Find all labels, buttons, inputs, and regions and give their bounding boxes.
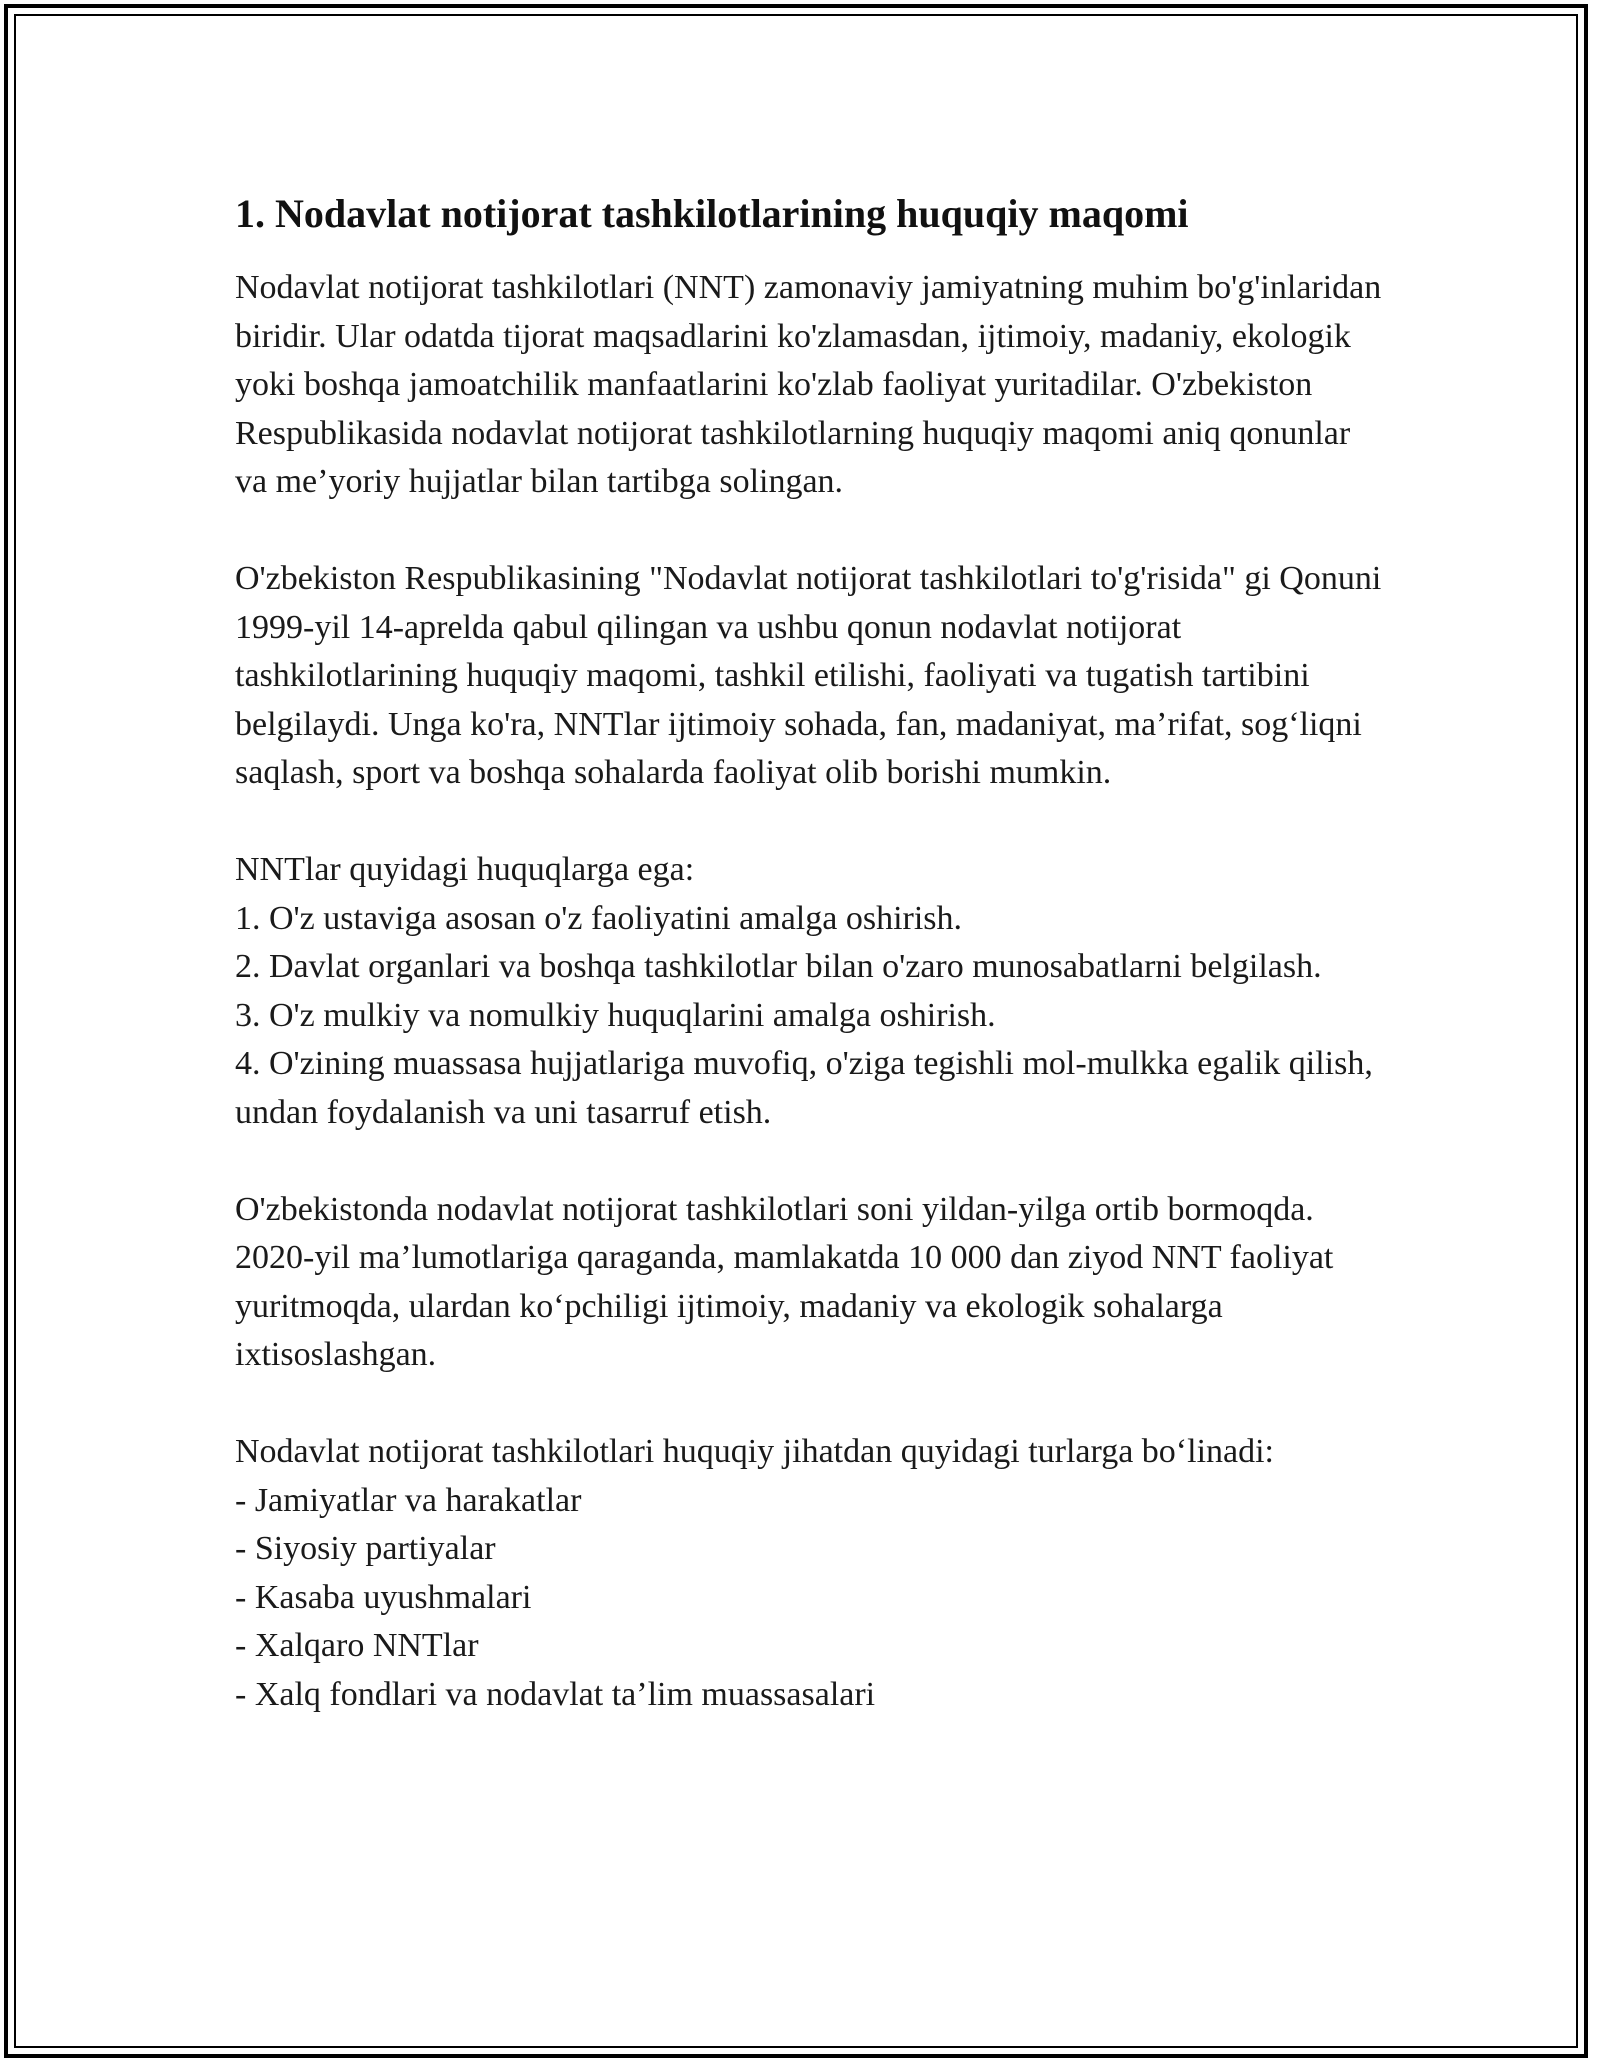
types-item: - Jamiyatlar va harakatlar <box>235 1481 582 1519</box>
types-list <box>235 1428 1385 1719</box>
rights-item: 2. Davlat organlari va boshqa tashkilotlar bilan o'zaro munosabatlarni belgilash. <box>235 948 1322 985</box>
types-item: - Xalqaro NNTlar <box>235 1627 479 1664</box>
rights-intro: NNTlar quyidagi huquqlarga ega: <box>235 851 695 888</box>
rights-item: 4. O'zining muassasa hujjatlariga muvofiq, o'ziga tegishli mol-mulkka egalik qilish, undan foydalanish va uni tasarruf etish. <box>235 1045 1373 1131</box>
types-item: - Xalq fondlari va nodavlat ta’lim muassasalari <box>235 1675 876 1713</box>
intro-paragraph: Nodavlat notijorat tashkilotlari (NNT) zamonaviy jamiyatning muhim bo'g'inlaridan biridir. Ular odatda tijorat maqsadlarini ko'zlamasdan, ijtimoiy, madaniy, ekologik yoki boshqa jamoatchilik manfaatlarini ko'zlab faoliyat yuritadilar. O'zbekiston Respublikasida nodavlat notijorat tashkilotlarning huquqiy maqomi aniq qonunlar va me’yoriy hujjatlar bilan tartibga solingan. <box>235 269 1382 500</box>
law-paragraph: O'zbekiston Respublikasining "Nodavlat notijorat tashkilotlari to'g'risida" gi Qonuni 1999-yil 14-aprelda qabul qilingan va ushbu qonun nodavlat notijorat tashkilotlarining huquqiy maqomi, tashkil etilishi, faoliyati va tugatish tartibini belgilaydi. Unga ko'ra, NNTlar ijtimoiy sohada, fan, madaniyat, ma’rifat, sog‘liqni saqlash, sport va boshqa sohalarda faoliyat olib borishi mumkin. <box>235 560 1382 791</box>
document-body <box>235 184 1385 1719</box>
types-intro: Nodavlat notijorat tashkilotlari huquqiy jihatdan quyidagi turlarga bo‘linadi: <box>235 1433 1274 1470</box>
rights-item: 1. O'z ustaviga asosan o'z faoliyatini amalga oshirish. <box>235 899 963 937</box>
statistics-paragraph: O'zbekistonda nodavlat notijorat tashkilotlari soni yildan-yilga ortib bormoqda. 2020-yil ma’lumotlariga qaraganda, mamlakatda 10 000 dan ziyod NNT faoliyat yuritmoqda, ulardan ko‘pchiligi ijtimoiy, madaniy va ekologik sohalarga ixtisoslashgan. <box>235 1190 1334 1373</box>
types-item: - Kasaba uyushmalari <box>235 1578 532 1616</box>
types-item: - Siyosiy partiyalar <box>235 1530 496 1567</box>
rights-list <box>235 846 1385 1137</box>
section-heading: 1. Nodavlat notijorat tashkilotlarining huquqiy maqomi <box>235 191 1189 236</box>
rights-item: 3. O'z mulkiy va nomulkiy huquqlarini amalga oshirish. <box>235 996 996 1034</box>
